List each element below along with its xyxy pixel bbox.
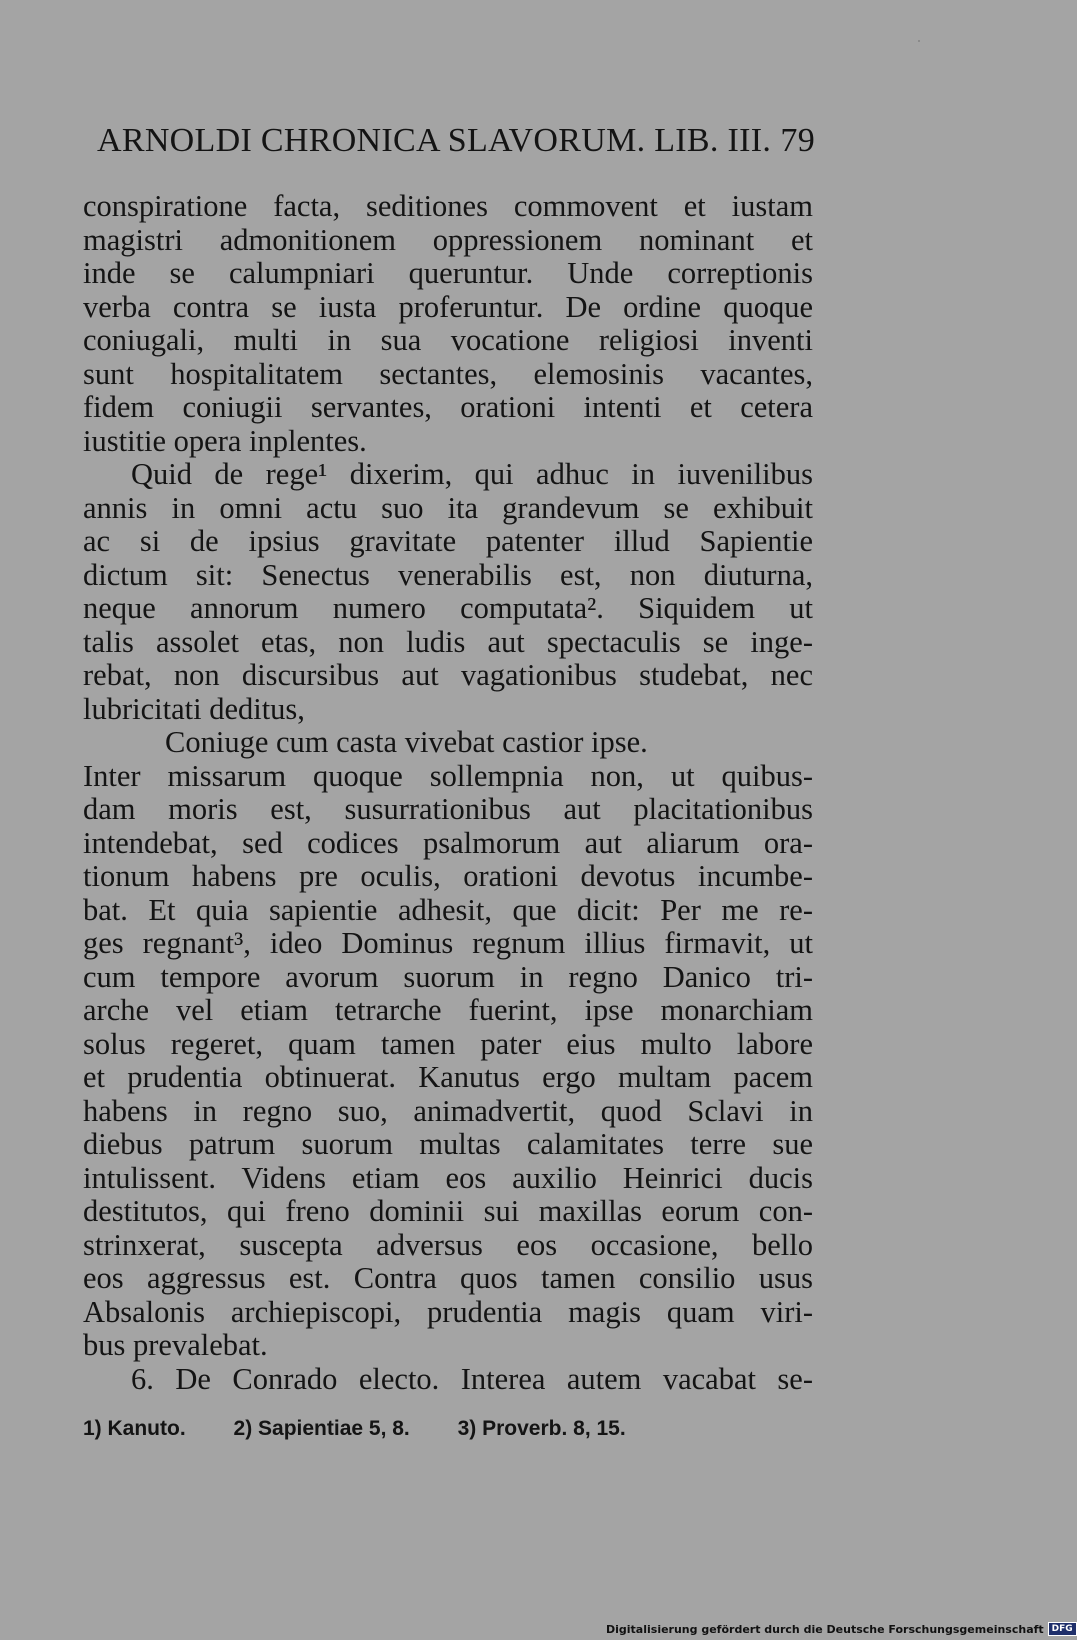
- running-header: [97, 122, 815, 160]
- text-line: coniugali, multi in sua vocatione religiosi inventi: [83, 323, 813, 357]
- text-line: cum tempore avorum suorum in regno Danico tri-: [83, 959, 813, 994]
- credit-text: Digitalisierung gefördert durch die Deutsche Forschungsgemeinschaft: [606, 1622, 1044, 1636]
- scan-speck: [918, 40, 920, 42]
- text-line: destitutos, qui freno dominii sui maxillas eorum con-: [83, 1194, 813, 1228]
- text-line: Inter missarum quoque sollempnia non, ut quibus-: [83, 758, 813, 793]
- text-line: conspiratione facta, seditiones commovent et iustam: [83, 189, 813, 223]
- text-line: rebat, non discursibus aut vagationibus studebat, nec: [83, 658, 813, 692]
- text-line: iustitie opera inplentes.: [83, 423, 367, 458]
- text-line: intulissent. Videns etiam eos auxilio Heinrici ducis: [83, 1160, 813, 1195]
- text-line: talis assolet etas, non ludis aut spectaculis se inge-: [83, 624, 813, 659]
- text-line: bat. Et quia sapientie adhesit, que dicit: Per me re-: [83, 892, 813, 927]
- text-line: ges regnant³, ideo Dominus regnum illius firmavit, ut: [83, 926, 813, 960]
- text-line: et prudentia obtinuerat. Kanutus ergo multam pacem: [83, 1060, 813, 1094]
- text-line: ac si de ipsius gravitate patenter illud Sapientie: [83, 524, 813, 558]
- text-line: dam moris est, susurrationibus aut placitationibus: [83, 792, 813, 826]
- text-line: strinxerat, suscepta adversus eos occasione, bello: [83, 1227, 813, 1262]
- footnote-2: 2) Sapientiae 5, 8.: [233, 1417, 410, 1440]
- text-line: solus regeret, quam tamen pater eius multo labore: [83, 1026, 813, 1061]
- text-line: magistri admonitionem oppressionem nominant et: [83, 222, 813, 257]
- body-text: [83, 190, 813, 1396]
- text-line: Quid de rege¹ dixerim, qui adhuc in iuvenilibus: [131, 457, 813, 491]
- text-line: intendebat, sed codices psalmorum aut aliarum ora-: [83, 825, 813, 860]
- text-line: arche vel etiam tetrarche fuerint, ipse monarchiam: [83, 993, 813, 1027]
- text-line: diebus patrum suorum multas calamitates terre sue: [83, 1127, 813, 1161]
- text-line: bus prevalebat.: [83, 1328, 268, 1362]
- text-line: annis in omni actu suo ita grandevum se exhibuit: [83, 490, 813, 525]
- text-line: Absalonis archiepiscopi, prudentia magis quam viri-: [83, 1294, 813, 1329]
- page-number: 79: [780, 122, 815, 159]
- digitization-credit: [606, 1622, 1077, 1636]
- section-heading-line: 6. De Conrado electo. Interea autem vacabat se-: [131, 1361, 813, 1396]
- text-line: eos aggressus est. Contra quos tamen consilio usus: [83, 1261, 813, 1295]
- text-line: inde se calumpniari queruntur. Unde correptionis: [83, 256, 813, 290]
- footnotes: [83, 1417, 683, 1441]
- text-line: lubricitati deditus,: [83, 691, 305, 726]
- text-line: habens in regno suo, animadvertit, quod Sclavi in: [83, 1093, 813, 1128]
- footnote-3: 3) Proverb. 8, 15.: [457, 1417, 626, 1440]
- running-title: ARNOLDI CHRONICA SLAVORUM. LIB. III.: [97, 122, 772, 159]
- dfg-logo-icon: DFG: [1048, 1622, 1077, 1636]
- verse-line: Coniuge cum casta vivebat castior ipse.: [165, 725, 648, 759]
- text-line: neque annorum numero computata². Siquidem ut: [83, 591, 813, 625]
- text-line: fidem coniugii servantes, orationi intenti et cetera: [83, 390, 813, 424]
- text-line: verba contra se iusta proferuntur. De ordine quoque: [83, 289, 813, 324]
- text-line: sunt hospitalitatem sectantes, elemosinis vacantes,: [83, 356, 813, 391]
- footnote-1: 1) Kanuto.: [83, 1417, 186, 1440]
- text-line: tionum habens pre oculis, orationi devotus incumbe-: [83, 859, 813, 893]
- text-line: dictum sit: Senectus venerabilis est, non diuturna,: [83, 557, 813, 592]
